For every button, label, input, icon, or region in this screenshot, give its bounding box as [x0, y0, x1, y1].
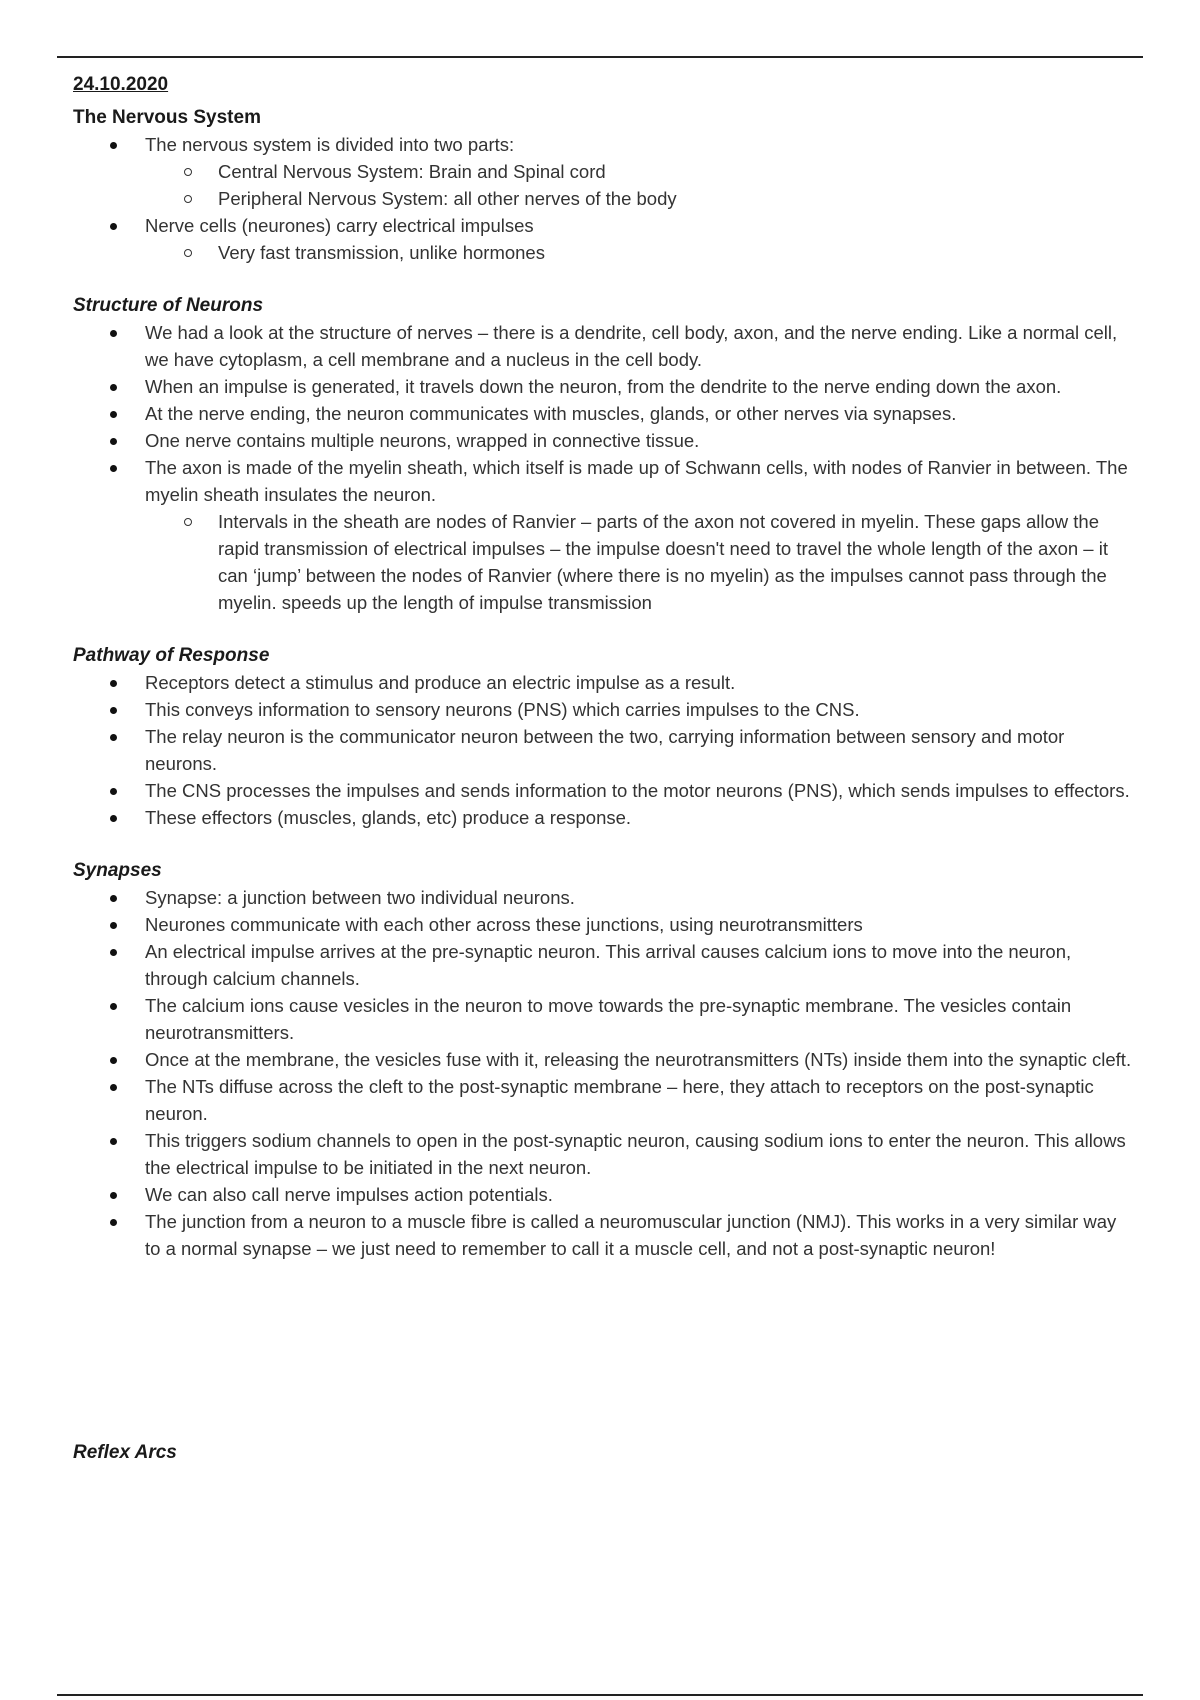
list-item	[145, 454, 1133, 616]
list-item: An electrical impulse arrives at the pre-synaptic neuron. This arrival causes calcium ions to move into the neuron, through calcium channels.	[145, 938, 1133, 992]
list-item: Once at the membrane, the vesicles fuse with it, releasing the neurotransmitters (NTs) inside them into the synaptic cleft.	[145, 1046, 1133, 1073]
list-item	[145, 131, 1133, 212]
list-item: These effectors (muscles, glands, etc) produce a response.	[145, 804, 1133, 831]
sub-list	[145, 508, 1133, 616]
list-item: We can also call nerve impulses action potentials.	[145, 1181, 1133, 1208]
sub-list-item: Central Nervous System: Brain and Spinal cord	[218, 158, 1133, 185]
list-item: Neurones communicate with each other across these junctions, using neurotransmitters	[145, 911, 1133, 938]
bottom-rule	[57, 1694, 1143, 1696]
list-item: Receptors detect a stimulus and produce an electric impulse as a result.	[145, 669, 1133, 696]
list-item: The CNS processes the impulses and sends information to the motor neurons (PNS), which sends impulses to effectors.	[145, 777, 1133, 804]
list-item: This triggers sodium channels to open in the post-synaptic neuron, causing sodium ions to enter the neuron. This allows the electrical impulse to be initiated in the next neuron.	[145, 1127, 1133, 1181]
intro-list	[73, 131, 1133, 266]
sub-list-item: Peripheral Nervous System: all other nerves of the body	[218, 185, 1133, 212]
synapses-list	[73, 884, 1133, 1262]
sub-list-item: Intervals in the sheath are nodes of Ranvier – parts of the axon not covered in myelin. These gaps allow the rapid transmission of electrical impulses – the impulse doesn't need to travel the whole length of the axon – it can ‘jump’ between the nodes of Ranvier (where there is no myelin) as the impulses cannot pass through the myelin. speeds up the length of impulse transmission	[218, 508, 1133, 616]
pathway-list	[73, 669, 1133, 831]
list-item: The junction from a neuron to a muscle fibre is called a neuromuscular junction (NMJ). This works in a very similar way to a normal synapse – we just need to remember to call it a muscle cell, and not a post-synaptic neuron!	[145, 1208, 1133, 1262]
sub-list	[145, 158, 1133, 212]
top-rule	[57, 56, 1143, 58]
section-heading-structure: Structure of Neurons	[73, 295, 264, 316]
list-item: The NTs diffuse across the cleft to the post-synaptic membrane – here, they attach to receptors on the post-synaptic neuron.	[145, 1073, 1133, 1127]
list-item: Synapse: a junction between two individual neurons.	[145, 884, 1133, 911]
list-item-text: The nervous system is divided into two parts:	[145, 134, 515, 155]
section-heading-pathway: Pathway of Response	[73, 645, 270, 666]
list-item	[145, 212, 1133, 266]
list-item: The relay neuron is the communicator neuron between the two, carrying information between sensory and motor neurons.	[145, 723, 1133, 777]
document-body	[73, 72, 1133, 1466]
structure-list	[73, 319, 1133, 616]
sub-list	[145, 239, 1133, 266]
sub-list-item: Very fast transmission, unlike hormones	[218, 239, 1133, 266]
date-heading: 24.10.2020	[73, 74, 169, 95]
list-item: We had a look at the structure of nerves – there is a dendrite, cell body, axon, and the nerve ending. Like a normal cell, we have cytoplasm, a cell membrane and a nucleus in the cell body.	[145, 319, 1133, 373]
list-item-text: Nerve cells (neurones) carry electrical impulses	[145, 215, 534, 236]
list-item-text: The axon is made of the myelin sheath, which itself is made up of Schwann cells, with nodes of Ranvier in between. The myelin sheath insulates the neuron.	[145, 457, 1128, 505]
list-item: At the nerve ending, the neuron communicates with muscles, glands, or other nerves via synapses.	[145, 400, 1133, 427]
list-item: This conveys information to sensory neurons (PNS) which carries impulses to the CNS.	[145, 696, 1133, 723]
list-item: The calcium ions cause vesicles in the neuron to move towards the pre-synaptic membrane. The vesicles contain neurotransmitters.	[145, 992, 1133, 1046]
section-heading-synapses: Synapses	[73, 860, 162, 881]
list-item: One nerve contains multiple neurons, wrapped in connective tissue.	[145, 427, 1133, 454]
section-heading-reflex: Reflex Arcs	[73, 1442, 177, 1463]
list-item: When an impulse is generated, it travels down the neuron, from the dendrite to the nerve ending down the axon.	[145, 373, 1133, 400]
page-title: The Nervous System	[73, 107, 261, 128]
